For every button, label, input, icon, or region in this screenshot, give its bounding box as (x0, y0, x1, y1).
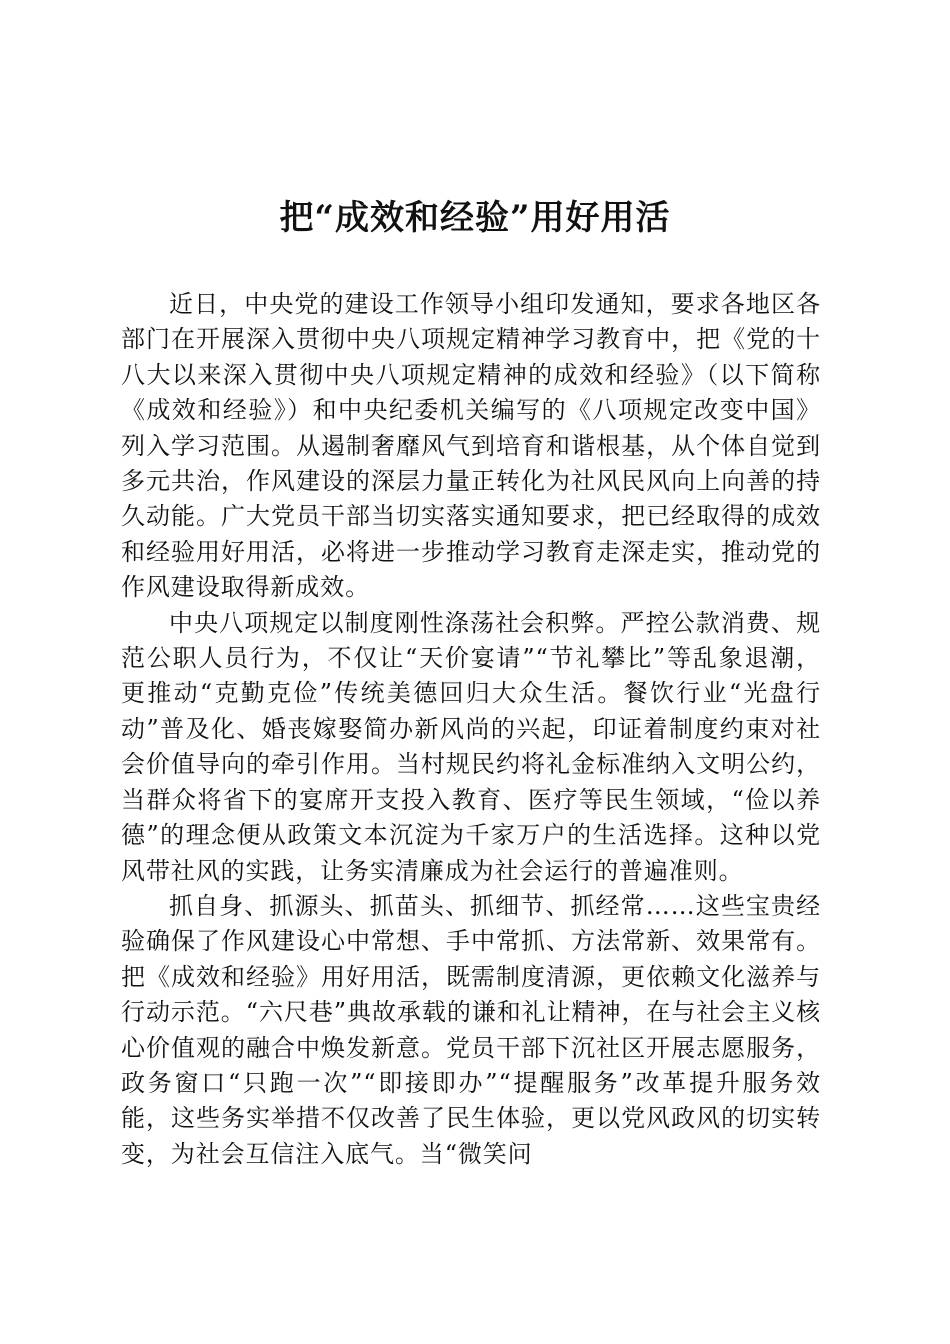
paragraph: 中央八项规定以制度刚性涤荡社会积弊。严控公款消费、规范公职人员行为，不仅让“天价宴请”“节礼攀比”等乱象退潮，更推动“克勤克俭”传统美德回归大众生活。餐饮行业“光盘行动”普及化、婚丧嫁娶简办新风尚的兴起，印证着制度约束对社会价值导向的牵引作用。当村规民约将礼金标准纳入文明公约，当群众将省下的宴席开支投入教育、医疗等民生领域，“俭以养德”的理念便从政策文本沉淀为千家万户的生活选择。这种以党风带社风的实践，让务实清廉成为社会运行的普遍准则。 (121, 608, 821, 885)
paragraph: 抓自身、抓源头、抓苗头、抓细节、抓经常……这些宝贵经验确保了作风建设心中常想、手中常抓、方法常新、效果常有。把《成效和经验》用好用活，既需制度清源，更依赖文化滋养与行动示范。“六尺巷”典故承载的谦和礼让精神，在与社会主义核心价值观的融合中焕发新意。党员干部下沉社区开展志愿服务，政务窗口“只跑一次”“即接即办”“提醒服务”改革提升服务效能，这些务实举措不仅改善了民生体验，更以党风政风的切实转变，为社会互信注入底气。当“微笑问 (121, 891, 821, 1168)
paragraph: 近日，中央党的建设工作领导小组印发通知，要求各地区各部门在开展深入贯彻中央八项规定精神学习教育中，把《党的十八大以来深入贯彻中央八项规定精神的成效和经验》（以下简称《成效和经验》）和中央纪委机关编写的《八项规定改变中国》列入学习范围。从遏制奢靡风气到培育和谐根基，从个体自觉到多元共治，作风建设的深层力量正转化为社风民风向上向善的持久动能。广大党员干部当切实落实通知要求，把已经取得的成效和经验用好用活，必将进一步推动学习教育走深走实，推动党的作风建设取得新成效。 (121, 290, 821, 602)
document-title: 把“成效和经验”用好用活 (279, 198, 671, 238)
article-body (121, 287, 821, 1172)
